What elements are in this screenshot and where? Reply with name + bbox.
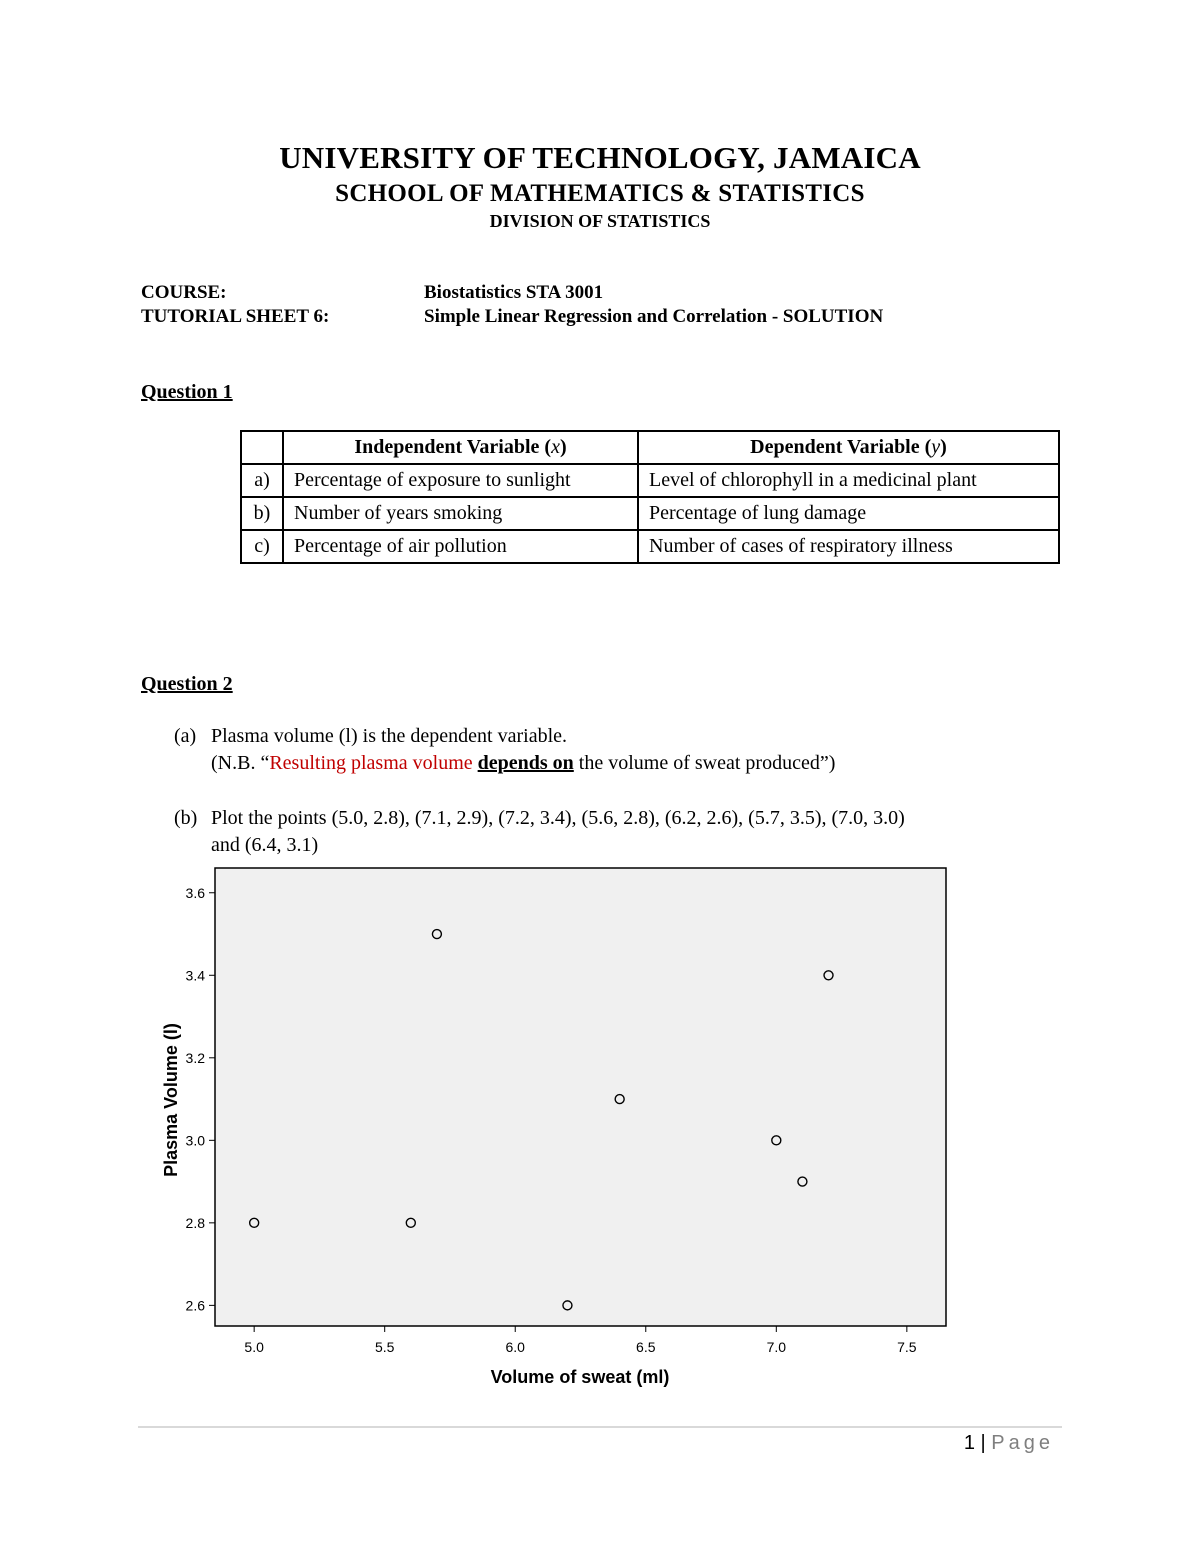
independent-cell: Percentage of air pollution xyxy=(283,530,638,563)
page-footer xyxy=(900,1432,1054,1455)
table-corner-cell xyxy=(241,431,283,464)
scatter-chart xyxy=(140,860,970,1400)
independent-header: Independent Variable (x) xyxy=(283,431,638,464)
dependent-header: Dependent Variable (y) xyxy=(638,431,1059,464)
y-tick-label: 3.0 xyxy=(185,1132,205,1149)
row-label: c) xyxy=(241,530,283,563)
y-tick-label: 3.2 xyxy=(185,1049,205,1066)
x-tick-label: 7.5 xyxy=(897,1339,917,1355)
independent-cell: Number of years smoking xyxy=(283,497,638,530)
table-row xyxy=(241,497,1059,530)
variables-table xyxy=(240,430,1060,564)
x-tick-label: 7.0 xyxy=(766,1339,787,1355)
x-tick-label: 5.5 xyxy=(374,1339,395,1355)
part-a-label: (a) xyxy=(174,725,197,747)
course-value: Biostatistics STA 3001 xyxy=(424,282,604,303)
independent-cell: Percentage of exposure to sunlight xyxy=(283,464,638,497)
part-b-text-line1: Plot the points (5.0, 2.8), (7.1, 2.9), (7.2, 3.4), (5.6, 2.8), (6.2, 2.6), (5.7, 3.5), (7.0, 3.0) xyxy=(211,807,905,829)
row-label: b) xyxy=(241,497,283,530)
dependent-cell: Number of cases of respiratory illness xyxy=(638,530,1059,563)
sheet-label: TUTORIAL SHEET 6: xyxy=(141,306,330,327)
x-axis-ticks xyxy=(244,1326,916,1355)
x-axis-label: Volume of sweat (ml) xyxy=(490,1367,670,1387)
x-tick-label: 5.0 xyxy=(244,1339,264,1355)
course-label: COURSE: xyxy=(141,282,227,303)
x-tick-label: 6.0 xyxy=(505,1339,525,1355)
x-tick-label: 6.5 xyxy=(636,1339,656,1355)
table-row xyxy=(241,464,1059,497)
school-title: SCHOOL OF MATHEMATICS & STATISTICS xyxy=(335,180,865,207)
table-row xyxy=(241,530,1059,563)
y-tick-label: 2.6 xyxy=(185,1297,205,1314)
plot-area xyxy=(215,868,946,1326)
part-a-note: (N.B. “Resulting plasma volume depends on the volume of sweat produced”) xyxy=(211,752,836,774)
dependent-cell: Percentage of lung damage xyxy=(638,497,1059,530)
page-number: 1 xyxy=(963,1432,975,1454)
part-b-label: (b) xyxy=(174,807,198,829)
part-a-text: Plasma volume (l) is the dependent variable. xyxy=(211,725,568,747)
page-separator: | xyxy=(980,1432,986,1454)
y-tick-label: 2.8 xyxy=(185,1214,205,1231)
page-word: Page xyxy=(991,1432,1054,1454)
table-header-row xyxy=(241,431,1059,464)
footer-divider xyxy=(138,1426,1062,1428)
row-label: a) xyxy=(241,464,283,497)
y-axis-label: Plasma Volume (l) xyxy=(161,1023,181,1177)
y-axis-ticks xyxy=(186,885,215,1314)
sheet-value: Simple Linear Regression and Correlation - SOLUTION xyxy=(424,306,884,327)
y-tick-label: 3.6 xyxy=(185,884,205,901)
part-b-text-line2: and (6.4, 3.1) xyxy=(211,834,319,856)
division-title: DIVISION OF STATISTICS xyxy=(489,211,711,231)
y-tick-label: 3.4 xyxy=(185,967,205,984)
dependent-cell: Level of chlorophyll in a medicinal plant xyxy=(638,464,1059,497)
question-2-title: Question 2 xyxy=(141,673,233,695)
university-title: UNIVERSITY OF TECHNOLOGY, JAMAICA xyxy=(279,140,921,175)
question-1-title: Question 1 xyxy=(141,381,233,403)
